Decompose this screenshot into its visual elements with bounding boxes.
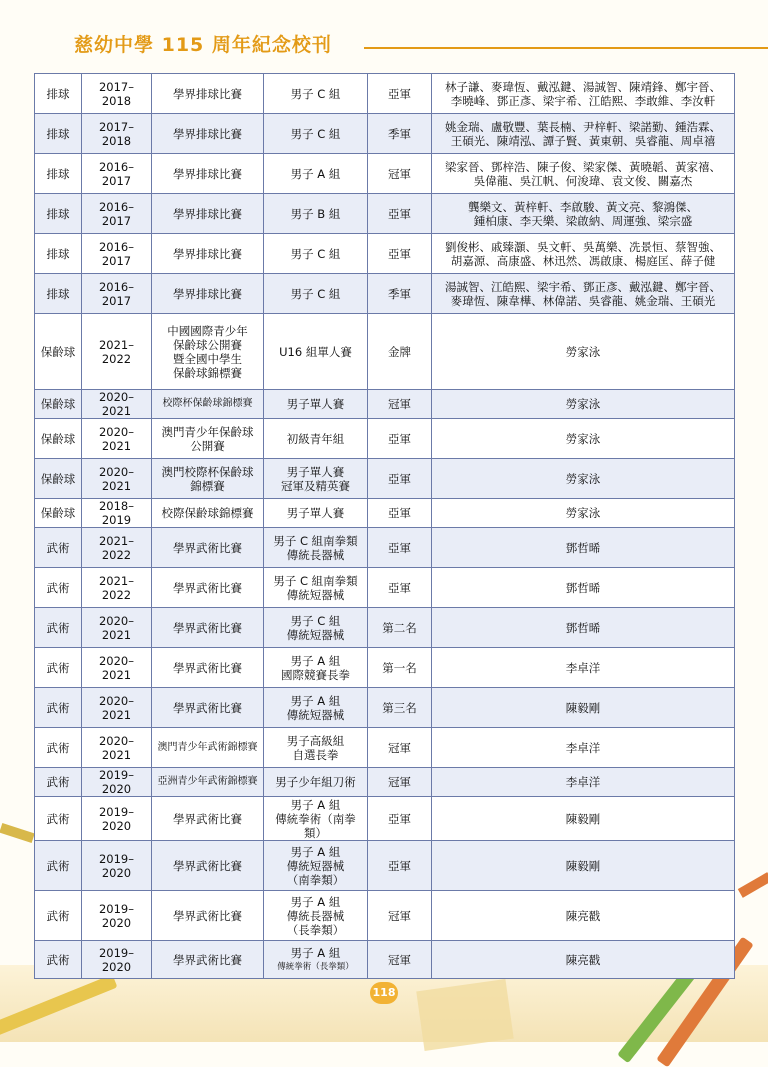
members-cell-line: 胡嘉源、高康盛、林迅然、馮啟康、楊庭匡、薛子健: [450, 253, 716, 268]
members-cell: [432, 194, 735, 234]
category-cell: [264, 797, 368, 841]
sport-cell: 排球: [35, 114, 82, 154]
category-cell-line: 男子 B 組: [290, 206, 341, 221]
table-row: [35, 648, 735, 688]
members-cell-line: 李卓洋: [565, 740, 601, 755]
event-cell: [152, 768, 264, 797]
category-cell-line: 國際競賽長拳: [281, 667, 350, 682]
members-cell-line: 林子謙、麥瑋恆、戴泓鍵、湯誠智、陳靖鋒、鄭宇晉、: [445, 79, 721, 94]
award-cell: 亞軍: [368, 528, 432, 568]
sport-cell: 武術: [35, 841, 82, 891]
category-cell: [264, 841, 368, 891]
award-cell: 冠軍: [368, 891, 432, 941]
event-cell-line: 校際杯保齡球錦標賽: [162, 398, 253, 409]
event-cell-line: 學界排球比賽: [173, 86, 242, 101]
category-cell-line: 男子 A 組: [290, 844, 341, 859]
members-cell-line: 勞家泳: [565, 397, 601, 411]
members-cell: [432, 728, 735, 768]
pencil-illustration: [738, 872, 768, 898]
table-row: [35, 419, 735, 459]
members-cell: [432, 608, 735, 648]
year-cell: 2018–2019: [82, 499, 152, 528]
event-cell: [152, 154, 264, 194]
category-cell: [264, 154, 368, 194]
award-cell: 亞軍: [368, 459, 432, 499]
year-cell: 2016–2017: [82, 234, 152, 274]
sport-cell: 武術: [35, 568, 82, 608]
event-cell: [152, 648, 264, 688]
table-row: [35, 499, 735, 528]
event-cell: [152, 688, 264, 728]
event-cell: [152, 390, 264, 419]
category-cell-line: 傳統短器械: [286, 627, 345, 642]
members-cell: [432, 941, 735, 979]
event-cell: [152, 234, 264, 274]
table-row: [35, 768, 735, 797]
members-cell: [432, 459, 735, 499]
members-cell-line: 王碩光、陳靖泓、譚子賢、黃東朝、吳睿龍、周卓禧: [450, 133, 716, 148]
sport-cell: 保齡球: [35, 459, 82, 499]
category-cell: [264, 528, 368, 568]
sport-cell: 保齡球: [35, 419, 82, 459]
members-cell-line: 吳偉龍、吳江帆、何浚瑋、袁文俊、關嘉杰: [473, 173, 693, 188]
members-cell-line: 勞家泳: [565, 471, 601, 486]
category-cell-line: 男子 C 組南拳類: [273, 573, 358, 588]
table-row: [35, 528, 735, 568]
category-cell: [264, 74, 368, 114]
event-cell-line: 學界武術比賽: [173, 660, 242, 675]
table-row: [35, 841, 735, 891]
event-cell: [152, 841, 264, 891]
event-cell-line: 學界武術比賽: [173, 858, 242, 873]
category-cell-line: 男子 C 組: [290, 246, 341, 261]
year-cell: 2016–2017: [82, 274, 152, 314]
event-cell: [152, 891, 264, 941]
header-rule: [364, 47, 768, 49]
category-cell: [264, 390, 368, 419]
event-cell: [152, 941, 264, 979]
event-cell-line: 學界排球比賽: [173, 246, 242, 261]
sport-cell: 排球: [35, 194, 82, 234]
sport-cell: 保齡球: [35, 314, 82, 390]
category-cell-line: 傳統短器械: [286, 587, 345, 602]
members-cell-line: 鄧哲晞: [565, 540, 601, 555]
sport-cell: 武術: [35, 941, 82, 979]
event-cell: [152, 528, 264, 568]
year-cell: 2017–2018: [82, 74, 152, 114]
event-cell-line: 學界排球比賽: [173, 166, 242, 181]
members-cell-line: 湯誠智、江皓熙、梁宇希、鄧正彥、戴泓鍵、鄭宇晉、: [445, 279, 721, 294]
event-cell: [152, 499, 264, 528]
members-cell: [432, 688, 735, 728]
event-cell-line: 暨全國中學生: [173, 351, 242, 366]
table-row: [35, 314, 735, 390]
category-cell-line: 男子少年組刀術: [275, 775, 356, 789]
year-cell: 2020–2021: [82, 419, 152, 459]
sport-cell: 武術: [35, 768, 82, 797]
award-cell: 亞軍: [368, 797, 432, 841]
sport-cell: 武術: [35, 648, 82, 688]
members-cell-line: 陳亮戳: [565, 908, 601, 923]
sport-cell: 排球: [35, 74, 82, 114]
members-cell-line: 麥瑋恆、陳韋樺、林偉諾、吳睿龍、姚金瑞、王碩光: [450, 293, 716, 308]
members-cell-line: 龔樂文、黃梓軒、李啟駿、黃文亮、黎鴻傑、: [468, 199, 698, 214]
members-cell-line: 李卓洋: [565, 775, 601, 789]
category-cell-line: 男子 C 組: [290, 86, 341, 101]
sport-cell: 武術: [35, 688, 82, 728]
category-cell-line: 男子 C 組南拳類: [273, 533, 358, 548]
category-cell-line: 傳統短器械: [286, 707, 345, 722]
event-cell-line: 澳門青少年武術錦標賽: [157, 741, 258, 753]
year-cell: 2021–2022: [82, 314, 152, 390]
event-cell-line: 學界武術比賽: [173, 952, 242, 967]
category-cell-line: 男子高級組: [286, 733, 345, 748]
event-cell: [152, 419, 264, 459]
members-cell: [432, 154, 735, 194]
award-cell: 冠軍: [368, 728, 432, 768]
category-cell-line: 男子 A 組: [290, 945, 341, 960]
event-cell: [152, 608, 264, 648]
category-cell: [264, 114, 368, 154]
page-number: 118: [370, 982, 398, 1004]
sport-cell: 武術: [35, 797, 82, 841]
members-cell: [432, 499, 735, 528]
category-cell-line: 男子 A 組: [290, 693, 341, 708]
table-row: [35, 459, 735, 499]
category-cell-line: 男子 A 組: [290, 797, 341, 812]
page-header: [74, 30, 694, 64]
category-cell-line: 男子 A 組: [290, 653, 341, 668]
award-cell: 亞軍: [368, 499, 432, 528]
year-cell: 2017–2018: [82, 114, 152, 154]
event-cell-line: 學界排球比賽: [173, 286, 242, 301]
members-cell-line: 梁家晉、鄧梓浩、陳子俊、梁家傑、黃曉韜、黃家禧、: [445, 159, 721, 174]
event-cell-line: 學界武術比賽: [173, 700, 242, 715]
category-cell: [264, 608, 368, 648]
table-row: [35, 891, 735, 941]
members-cell-line: 劉俊彬、戚臻灝、吳文軒、吳萬樂、冼景恒、蔡智強、: [445, 239, 721, 254]
members-cell-line: 陳毅剛: [565, 858, 601, 873]
members-cell-line: 勞家泳: [565, 344, 601, 359]
category-cell: [264, 499, 368, 528]
event-cell-line: 學界武術比賽: [173, 620, 242, 635]
award-cell: 金牌: [368, 314, 432, 390]
event-cell-line: 公開賽: [190, 438, 225, 453]
pencil-illustration: [0, 823, 35, 843]
award-cell: 亞軍: [368, 74, 432, 114]
year-cell: 2019–2020: [82, 891, 152, 941]
award-cell: 冠軍: [368, 941, 432, 979]
members-cell: [432, 419, 735, 459]
members-cell: [432, 648, 735, 688]
table-row: [35, 941, 735, 979]
event-cell-line: 錦標賽: [190, 478, 225, 493]
event-cell: [152, 114, 264, 154]
category-cell-line: 傳統短器械: [286, 858, 345, 873]
event-cell: [152, 274, 264, 314]
category-cell-line: （南拳類）: [286, 872, 345, 887]
year-cell: 2019–2020: [82, 841, 152, 891]
members-cell-line: 李卓洋: [565, 660, 601, 675]
category-cell-line: 男子 C 組: [290, 286, 341, 301]
sport-cell: 保齡球: [35, 390, 82, 419]
category-cell: [264, 459, 368, 499]
category-cell-line: 傳統拳術（南拳類）: [275, 811, 356, 840]
table-row: [35, 688, 735, 728]
year-cell: 2020–2021: [82, 728, 152, 768]
table-row: [35, 194, 735, 234]
table-row: [35, 390, 735, 419]
members-cell: [432, 797, 735, 841]
category-cell: [264, 419, 368, 459]
award-cell: 冠軍: [368, 154, 432, 194]
members-cell-line: 陳毅剛: [565, 811, 601, 826]
event-cell-line: 亞洲青少年武術錦標賽: [157, 776, 258, 787]
category-cell: [264, 728, 368, 768]
members-cell: [432, 841, 735, 891]
table-row: [35, 234, 735, 274]
members-cell: [432, 234, 735, 274]
sport-cell: 排球: [35, 234, 82, 274]
event-cell-line: 學界武術比賽: [173, 908, 242, 923]
sport-cell: 保齡球: [35, 499, 82, 528]
category-cell: [264, 648, 368, 688]
event-cell: [152, 314, 264, 390]
members-cell: [432, 390, 735, 419]
category-cell-line: 冠軍及精英賽: [281, 478, 350, 493]
award-cell: 亞軍: [368, 841, 432, 891]
members-cell-line: 李曉峰、鄧正彥、梁宇希、江皓熙、李敢維、李汝軒: [450, 93, 716, 108]
table-row: [35, 154, 735, 194]
event-cell-line: 保齡球公開賽: [173, 337, 242, 352]
table-row: [35, 728, 735, 768]
award-cell: 亞軍: [368, 234, 432, 274]
event-cell-line: 澳門校際杯保齡球: [161, 464, 254, 479]
category-cell-line: 男子 A 組: [290, 894, 341, 909]
event-cell-line: 學界排球比賽: [173, 126, 242, 141]
members-cell-line: 勞家泳: [565, 431, 601, 446]
awards-table-container: [34, 73, 734, 979]
category-cell: [264, 768, 368, 797]
year-cell: 2020–2021: [82, 648, 152, 688]
members-cell-line: 陳毅剛: [565, 700, 601, 715]
year-cell: 2021–2022: [82, 528, 152, 568]
sport-cell: 武術: [35, 728, 82, 768]
event-cell-line: 學界武術比賽: [173, 540, 242, 555]
members-cell: [432, 891, 735, 941]
awards-table: [34, 73, 735, 979]
category-cell: [264, 568, 368, 608]
members-cell: [432, 74, 735, 114]
year-cell: 2016–2017: [82, 154, 152, 194]
category-cell-line: 傳統拳術（長拳類）: [277, 961, 354, 972]
category-cell-line: 男子 C 組: [290, 613, 341, 628]
award-cell: 季軍: [368, 274, 432, 314]
event-cell: [152, 728, 264, 768]
category-cell-line: 初級青年組: [286, 431, 345, 446]
category-cell-line: （長拳類）: [286, 922, 345, 937]
members-cell: [432, 114, 735, 154]
event-cell: [152, 797, 264, 841]
sport-cell: 排球: [35, 154, 82, 194]
event-cell-line: 學界武術比賽: [173, 580, 242, 595]
award-cell: 季軍: [368, 114, 432, 154]
year-cell: 2020–2021: [82, 459, 152, 499]
category-cell-line: 自選長拳: [292, 747, 339, 762]
members-cell: [432, 768, 735, 797]
category-cell: [264, 891, 368, 941]
award-cell: 亞軍: [368, 194, 432, 234]
event-cell-line: 校際保齡球錦標賽: [161, 506, 254, 520]
sport-cell: 武術: [35, 608, 82, 648]
event-cell-line: 學界武術比賽: [173, 811, 242, 826]
category-cell: [264, 314, 368, 390]
event-cell-line: 保齡球錦標賽: [173, 365, 242, 380]
award-cell: 第二名: [368, 608, 432, 648]
members-cell-line: 陳亮戳: [565, 952, 601, 967]
award-cell: 第三名: [368, 688, 432, 728]
award-cell: 冠軍: [368, 768, 432, 797]
category-cell: [264, 194, 368, 234]
category-cell-line: 男子單人賽: [286, 464, 345, 479]
event-cell: [152, 459, 264, 499]
table-row: [35, 74, 735, 114]
category-cell-line: U16 組單人賽: [279, 344, 352, 359]
members-cell-line: 姚金瑞、盧敬豐、葉長楠、尹梓軒、梁諾勤、鍾浩霖、: [445, 119, 721, 134]
event-cell-line: 學界排球比賽: [173, 206, 242, 221]
year-cell: 2020–2021: [82, 688, 152, 728]
category-cell-line: 男子 C 組: [290, 126, 341, 141]
category-cell: [264, 688, 368, 728]
members-cell-line: 鄧哲晞: [565, 620, 601, 635]
award-cell: 亞軍: [368, 419, 432, 459]
year-cell: 2019–2020: [82, 768, 152, 797]
event-cell: [152, 194, 264, 234]
table-row: [35, 797, 735, 841]
year-cell: 2016–2017: [82, 194, 152, 234]
event-cell-line: 澳門青少年保齡球: [161, 424, 254, 439]
category-cell-line: 傳統長器械: [286, 908, 345, 923]
event-cell: [152, 74, 264, 114]
category-cell-line: 傳統長器械: [286, 547, 345, 562]
members-cell-line: 鍾柏康、李天樂、梁啟納、周運強、梁宗盛: [473, 213, 693, 228]
sport-cell: 武術: [35, 891, 82, 941]
event-cell-line: 中國國際青少年: [167, 323, 248, 338]
members-cell-line: 鄧哲晞: [565, 580, 601, 595]
table-row: [35, 114, 735, 154]
table-row: [35, 274, 735, 314]
category-cell: [264, 274, 368, 314]
sport-cell: 武術: [35, 528, 82, 568]
table-row: [35, 608, 735, 648]
year-cell: 2020–2021: [82, 608, 152, 648]
category-cell-line: 男子 A 組: [290, 166, 341, 181]
category-cell: [264, 234, 368, 274]
category-cell-line: 男子單人賽: [286, 397, 345, 411]
page-title: 慈幼中學 115 周年紀念校刊: [74, 34, 332, 56]
award-cell: 亞軍: [368, 568, 432, 608]
members-cell: [432, 528, 735, 568]
year-cell: 2019–2020: [82, 941, 152, 979]
year-cell: 2020–2021: [82, 390, 152, 419]
table-row: [35, 568, 735, 608]
award-cell: 第一名: [368, 648, 432, 688]
category-cell: [264, 941, 368, 979]
award-cell: 冠軍: [368, 390, 432, 419]
year-cell: 2021–2022: [82, 568, 152, 608]
members-cell-line: 勞家泳: [565, 506, 601, 520]
category-cell-line: 男子單人賽: [286, 506, 345, 520]
event-cell: [152, 568, 264, 608]
members-cell: [432, 274, 735, 314]
members-cell: [432, 568, 735, 608]
ruler-illustration: [416, 979, 513, 1051]
year-cell: 2019–2020: [82, 797, 152, 841]
members-cell: [432, 314, 735, 390]
sport-cell: 排球: [35, 274, 82, 314]
